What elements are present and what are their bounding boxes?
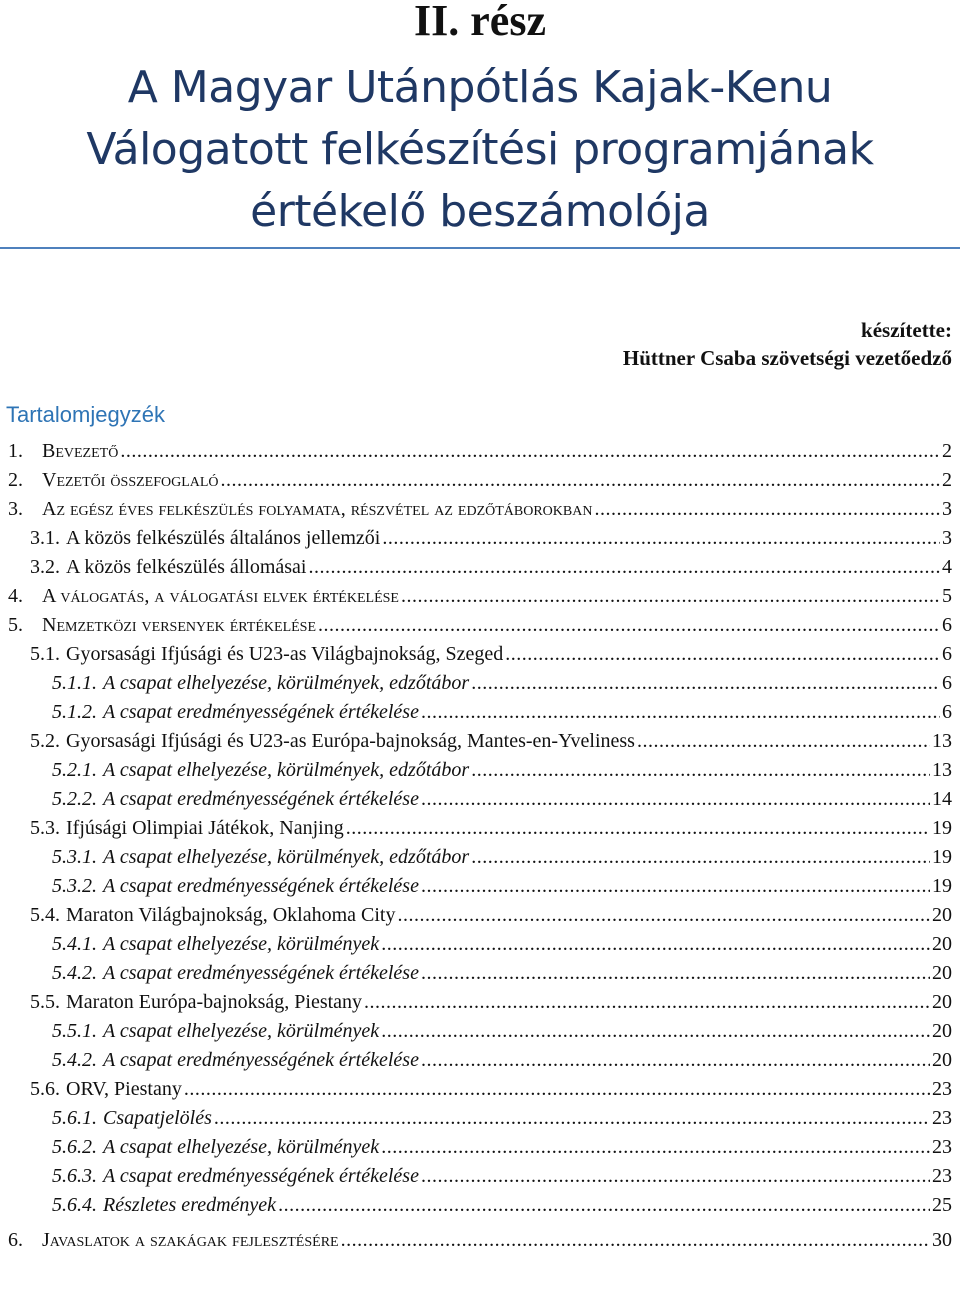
- toc-entry-title: A csapat elhelyezése, körülmények: [103, 1020, 380, 1042]
- toc-entry[interactable]: [0, 524, 960, 553]
- toc-entry-page: 19: [932, 846, 952, 868]
- toc-entry-page: 2: [942, 440, 952, 462]
- toc-entry-page: 30: [932, 1229, 952, 1251]
- toc-dot-leader: [401, 582, 940, 611]
- toc-entry-page: 4: [942, 556, 952, 578]
- part-title: II. rész: [414, 0, 546, 45]
- toc-entry-number: 5.5.1.: [52, 1020, 97, 1042]
- toc-entry-title: ORV, Piestany: [66, 1078, 182, 1100]
- toc-dot-leader: [120, 437, 940, 466]
- toc-entry-number: 1.: [8, 440, 23, 462]
- toc-entry-page: 19: [932, 817, 952, 839]
- toc-dot-leader: [471, 843, 930, 872]
- toc-entry-title: A válogatás, a válogatási elvek értékelése: [42, 585, 399, 607]
- toc-dot-leader: [421, 1162, 930, 1191]
- toc-entry-number: 5.: [8, 614, 23, 636]
- toc-entry-page: 14: [932, 788, 952, 810]
- toc-entry[interactable]: [0, 727, 960, 756]
- toc-entry-page: 6: [942, 672, 952, 694]
- toc-dot-leader: [471, 669, 940, 698]
- toc-entry[interactable]: [0, 814, 960, 843]
- toc-entry-title: Gyorsasági Ifjúsági és U23-as Európa-bajnokság, Mantes-en-Yveliness: [66, 730, 635, 752]
- toc-dot-leader: [381, 930, 930, 959]
- document-title: [0, 57, 960, 243]
- toc-entry-title: A csapat elhelyezése, körülmények, edzőtábor: [103, 846, 470, 868]
- document-title-line-1: A Magyar Utánpótlás Kajak-Kenu: [127, 62, 833, 113]
- toc-entry-title: A csapat eredményességének értékelése: [103, 875, 419, 897]
- toc-entry-number: 3.1.: [30, 527, 60, 549]
- toc-entry-number: 5.6.1.: [52, 1107, 97, 1129]
- toc-entry-page: 20: [932, 1020, 952, 1042]
- toc-dot-leader: [421, 959, 930, 988]
- toc-entry-title: Bevezető: [42, 440, 119, 462]
- toc-entry-number: 2.: [8, 469, 23, 491]
- toc-entry-number: 5.3.: [30, 817, 60, 839]
- toc-entry-page: 13: [932, 730, 952, 752]
- toc-entry[interactable]: [0, 930, 960, 959]
- toc-entry-number: 5.3.2.: [52, 875, 97, 897]
- toc-entry-page: 13: [932, 759, 952, 781]
- toc-entry[interactable]: [0, 1104, 960, 1133]
- toc-dot-leader: [278, 1191, 930, 1220]
- toc-entry[interactable]: [0, 1162, 960, 1191]
- toc-entry-number: 5.4.2.: [52, 1049, 97, 1071]
- toc-entry-title: A csapat eredményességének értékelése: [103, 962, 419, 984]
- toc-entry-number: 5.2.: [30, 730, 60, 752]
- toc-entry-title: A csapat elhelyezése, körülmények, edzőtábor: [103, 759, 470, 781]
- toc-entry[interactable]: [0, 872, 960, 901]
- toc-entry[interactable]: [0, 1191, 960, 1220]
- toc-entry-number: 5.6.2.: [52, 1136, 97, 1158]
- toc-dot-leader: [381, 1133, 930, 1162]
- toc-entry[interactable]: [0, 1133, 960, 1162]
- toc-dot-leader: [637, 727, 930, 756]
- toc-entry[interactable]: [0, 901, 960, 930]
- toc-dot-leader: [421, 1046, 930, 1075]
- document-title-line-3: értékelő beszámolója: [250, 186, 710, 237]
- toc-entry[interactable]: [0, 437, 960, 466]
- toc-entry[interactable]: [0, 1075, 960, 1104]
- toc-entry-page: 20: [932, 933, 952, 955]
- toc-dot-leader: [421, 698, 940, 727]
- toc-entry[interactable]: [0, 1226, 960, 1255]
- toc-entry[interactable]: [0, 843, 960, 872]
- toc-entry-title: Az egész éves felkészülés folyamata, részvétel az edzőtáborokban: [42, 498, 593, 520]
- toc-entry[interactable]: [0, 756, 960, 785]
- toc-entry-page: 23: [932, 1136, 952, 1158]
- toc-entry-page: 23: [932, 1165, 952, 1187]
- toc-dot-leader: [382, 524, 940, 553]
- toc-dot-leader: [221, 466, 940, 495]
- toc-entry-title: Maraton Világbajnokság, Oklahoma City: [66, 904, 396, 926]
- toc-entry-page: 23: [932, 1078, 952, 1100]
- toc-entry-number: 5.1.1.: [52, 672, 97, 694]
- toc-dot-leader: [214, 1104, 930, 1133]
- toc-entry[interactable]: [0, 495, 960, 524]
- toc-entry-title: Maraton Európa-bajnokság, Piestany: [66, 991, 363, 1013]
- toc-entry-number: 5.4.: [30, 904, 60, 926]
- toc-dot-leader: [309, 553, 941, 582]
- toc-entry-page: 20: [932, 1049, 952, 1071]
- toc-entry-title: A csapat eredményességének értékelése: [103, 788, 419, 810]
- toc-entry-page: 6: [942, 643, 952, 665]
- toc-entry-page: 5: [942, 585, 952, 607]
- toc-entry-page: 3: [942, 527, 952, 549]
- toc-entry-number: 5.6.: [30, 1078, 60, 1100]
- toc-entry-number: 5.2.1.: [52, 759, 97, 781]
- toc-dot-leader: [346, 814, 930, 843]
- toc-entry-number: 5.5.: [30, 991, 60, 1013]
- toc-dot-leader: [381, 1017, 930, 1046]
- toc-dot-leader: [505, 640, 940, 669]
- toc-entry[interactable]: [0, 582, 960, 611]
- toc-entry[interactable]: [0, 988, 960, 1017]
- toc-entry[interactable]: [0, 785, 960, 814]
- toc-dot-leader: [421, 785, 930, 814]
- toc-entry-number: 5.6.4.: [52, 1194, 97, 1216]
- author-label: készítette:: [861, 318, 952, 342]
- toc-entry[interactable]: [0, 611, 960, 640]
- toc-entry-page: 2: [942, 469, 952, 491]
- toc-entry-number: 5.1.: [30, 643, 60, 665]
- toc-entry-title: A közös felkészülés állomásai: [66, 556, 307, 578]
- toc-entry-title: A csapat elhelyezése, körülmények: [103, 1136, 380, 1158]
- toc-entry-number: 5.4.1.: [52, 933, 97, 955]
- toc-entry-title: Javaslatok a szakágak fejlesztésére: [42, 1229, 339, 1251]
- toc-entry-page: 20: [932, 991, 952, 1013]
- toc-entry-number: 5.6.3.: [52, 1165, 97, 1187]
- author-name: Hüttner Csaba szövetségi vezetőedző: [622, 346, 952, 370]
- toc-entry-number: 4.: [8, 585, 23, 607]
- toc-entry-number: 5.4.2.: [52, 962, 97, 984]
- toc-entry-number: 5.1.2.: [52, 701, 97, 723]
- toc-entry-page: 6: [942, 701, 952, 723]
- toc-entry-title: A csapat elhelyezése, körülmények: [103, 933, 380, 955]
- toc-entry-number: 5.2.2.: [52, 788, 97, 810]
- toc-entry-page: 19: [932, 875, 952, 897]
- toc-dot-leader: [341, 1226, 930, 1255]
- toc-entry-title: Csapatjelölés: [103, 1107, 212, 1129]
- toc-entry[interactable]: [0, 959, 960, 988]
- toc-entry-page: 20: [932, 962, 952, 984]
- toc-entry[interactable]: [0, 466, 960, 495]
- toc-entry-number: 5.3.1.: [52, 846, 97, 868]
- toc-entry-title: Gyorsasági Ifjúsági és U23-as Világbajnokság, Szeged: [66, 643, 504, 665]
- title-divider: [0, 247, 960, 249]
- toc-entry-title: Vezetői összefoglaló: [42, 469, 219, 491]
- author-block: [623, 316, 952, 372]
- toc-entry-title: Ifjúsági Olimpiai Játékok, Nanjing: [66, 817, 344, 839]
- toc-dot-leader: [318, 611, 940, 640]
- toc-entry-page: 23: [932, 1107, 952, 1129]
- toc-entry-title: A csapat eredményességének értékelése: [103, 1165, 419, 1187]
- toc-entry[interactable]: [0, 1046, 960, 1075]
- toc-entry[interactable]: [0, 1017, 960, 1046]
- toc-entry-title: A csapat eredményességének értékelése: [103, 1049, 419, 1071]
- toc-entry-number: 6.: [8, 1229, 23, 1251]
- toc-dot-leader: [471, 756, 930, 785]
- toc-entry-page: 3: [942, 498, 952, 520]
- toc-entry-number: 3.2.: [30, 556, 60, 578]
- toc-entry-title: Nemzetközi versenyek értékelése: [42, 614, 317, 636]
- document-title-line-2: Válogatott felkészítési programjának: [86, 124, 874, 175]
- toc-entry-title: Részletes eredmények: [103, 1194, 277, 1216]
- toc-entry[interactable]: [0, 553, 960, 582]
- toc-entry-title: A közös felkészülés általános jellemzői: [66, 527, 381, 549]
- toc-entry-title: A csapat eredményességének értékelése: [103, 701, 419, 723]
- toc-dot-leader: [397, 901, 930, 930]
- toc-dot-leader: [421, 872, 930, 901]
- toc-entry[interactable]: [0, 698, 960, 727]
- toc-entry[interactable]: [0, 669, 960, 698]
- toc-entry[interactable]: [0, 640, 960, 669]
- toc-entry-page: 6: [942, 614, 952, 636]
- toc-entry-title: A csapat elhelyezése, körülmények, edzőtábor: [103, 672, 470, 694]
- toc-entry-page: 20: [932, 904, 952, 926]
- toc-dot-leader: [594, 495, 940, 524]
- toc-dot-leader: [184, 1075, 930, 1104]
- toc-heading: Tartalomjegyzék: [6, 402, 165, 427]
- toc-entry-number: 3.: [8, 498, 23, 520]
- toc-dot-leader: [364, 988, 930, 1017]
- toc-entry-page: 25: [932, 1194, 952, 1216]
